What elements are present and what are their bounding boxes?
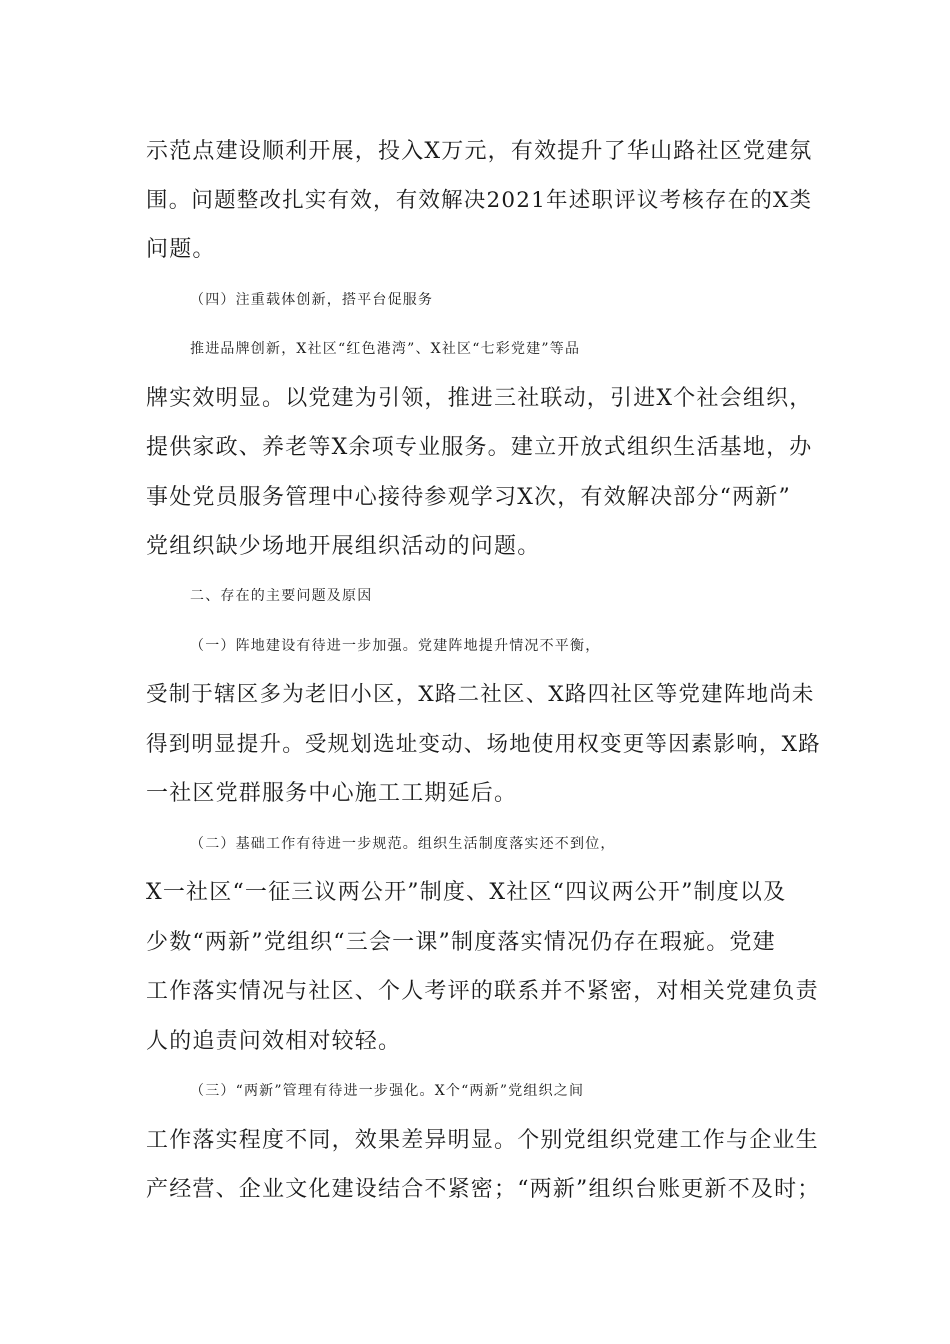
body-text-line: 少数“两新”党组织“三会一课”制度落实情况仍存在瑕疵。党建 bbox=[146, 930, 776, 955]
section-heading: （四）注重载体创新，搭平台促服务 bbox=[190, 292, 434, 308]
body-text-line: 党组织缺少场地开展组织活动的问题。 bbox=[146, 534, 541, 559]
body-text-line: 工作落实程度不同，效果差异明显。个别党组织党建工作与企业生 bbox=[146, 1128, 819, 1153]
body-text-line: 人的追责问效相对较轻。 bbox=[146, 1029, 402, 1054]
body-text-line: 推进品牌创新，X社区“红色港湾”、X社区“七彩党建”等品 bbox=[190, 341, 581, 357]
body-text-line: 牌实效明显。以党建为引领，推进三社联动，引进X个社会组织， bbox=[146, 386, 813, 411]
body-text-line: 围。问题整改扎实有效，有效解决2021年述职评议考核存在的X类 bbox=[146, 188, 813, 213]
body-text-line: 一社区党群服务中心施工工期延后。 bbox=[146, 781, 518, 806]
body-text-line: 产经营、企业文化建设结合不紧密；“两新”组织台账更新不及时； bbox=[146, 1177, 821, 1202]
body-text-line: （三）“两新”管理有待进一步强化。X个“两新”党组织之间 bbox=[190, 1083, 585, 1099]
body-text-line: 示范点建设顺利开展，投入X万元，有效提升了华山路社区党建氛 bbox=[146, 139, 813, 164]
body-text-line: 事处党员服务管理中心接待参观学习X次，有效解决部分“两新” bbox=[146, 485, 791, 510]
body-text-line: （二）基础工作有待进一步规范。组织生活制度落实还不到位， bbox=[190, 836, 616, 852]
body-text-line: 得到明显提升。受规划选址变动、场地使用权变更等因素影响，X路 bbox=[146, 732, 821, 757]
body-text-line: 问题。 bbox=[146, 237, 216, 262]
body-text-line: 提供家政、养老等X余项专业服务。建立开放式组织生活基地，办 bbox=[146, 435, 813, 460]
body-text-line: 受制于辖区多为老旧小区，X路二社区、X路四社区等党建阵地尚未 bbox=[146, 682, 815, 707]
body-text-line: （一）阵地建设有待进一步加强。党建阵地提升情况不平衡， bbox=[190, 638, 601, 654]
body-text-line: 工作落实情况与社区、个人考评的联系并不紧密，对相关党建负责 bbox=[146, 979, 819, 1004]
body-text-line: X一社区“一征三议两公开”制度、X社区“四议两公开”制度以及 bbox=[146, 880, 787, 905]
section-heading: 二、存在的主要问题及原因 bbox=[190, 588, 373, 604]
